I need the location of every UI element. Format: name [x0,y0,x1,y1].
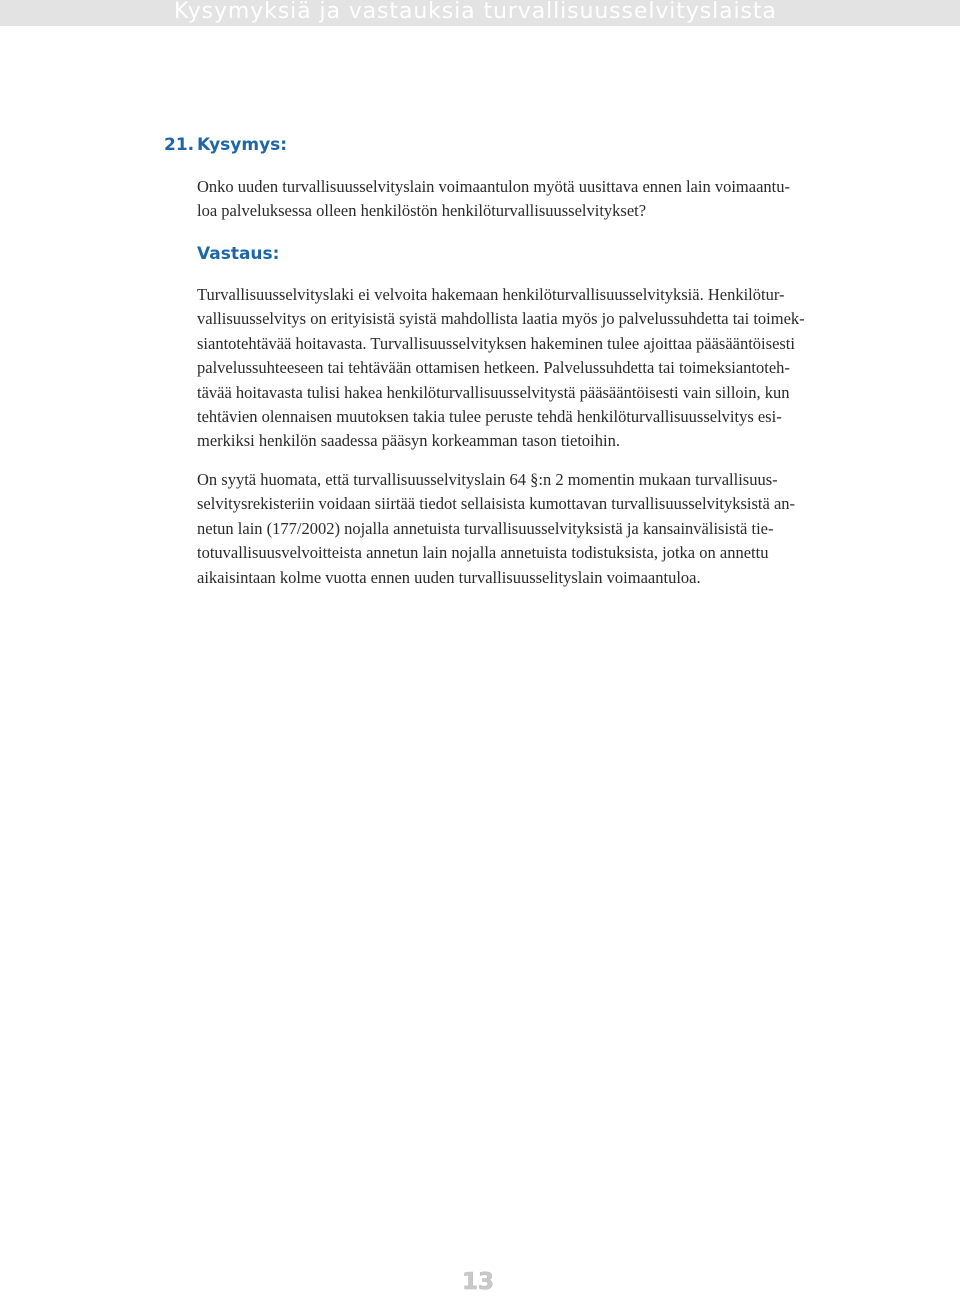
answer-line: tehtävien olennaisen muutoksen takia tulee peruste tehdä henkilöturvallisuusselvitys esi- [197,407,782,427]
running-header [0,0,960,26]
answer-line: aikaisintaan kolme vuotta ennen uuden turvallisuusselityslain voimaantuloa. [197,567,701,587]
answer-line: merkiksi henkilön saadessa pääsyn korkeamman tason tietoihin. [197,431,620,451]
answer-line: palvelussuhteeseen tai tehtävään ottamisen hetkeen. Palvelussuhdetta tai toimeksiantoteh- [197,358,790,378]
question-number: 21. [164,135,195,155]
answer-line: selvitysrekisteriin voidaan siirtää tiedot sellaisista kumottavan turvallisuusselvityksistä an- [197,494,796,514]
answer-line: siantotehtävää hoitavasta. Turvallisuusselvityksen hakeminen tulee ajoittaa pääsääntöisesti [197,333,795,353]
answer-line: vallisuusselvitys on erityisistä syistä mahdollista laatia myös jo palvelussuhdetta tai toimek- [197,309,805,329]
answer-line: On syytä huomata, että turvallisuusselvityslain 64 §:n 2 momentin mukaan turvallisuus- [197,470,778,489]
answer-paragraph-1 [197,283,873,454]
answer-line: Turvallisuusselvityslaki ei velvoita hakemaan henkilöturvallisuusselvityksiä. Henkilötur- [197,285,785,304]
page-number: 13 [462,1269,495,1295]
answer-paragraph-2 [197,468,873,590]
question-text [197,175,873,224]
answer-line: totuvallisuusvelvoitteista annetun lain nojalla annetuista todistuksista, jotka on annettu [197,543,769,563]
running-header-title: Kysymyksiä ja vastauksia turvallisuusselvityslaista [174,0,777,24]
question-label: Kysymys: [197,135,288,155]
answer-heading: Vastaus: [197,244,280,264]
answer-line: netun lain (177/2002) nojalla annetuista turvallisuusselvityksistä ja kansainvälisistä tie- [197,518,774,538]
question-heading [164,132,287,158]
question-line: loa palveluksessa olleen henkilöstön henkilöturvallisuusselvitykset? [197,201,647,221]
answer-line: tävää hoitavasta tulisi hakea henkilöturvallisuusselvitystä pääsääntöisesti vain silloin, kun [197,382,790,402]
question-line: Onko uuden turvallisuusselvityslain voimaantulon myötä uusittava ennen lain voimaantu- [197,177,790,196]
